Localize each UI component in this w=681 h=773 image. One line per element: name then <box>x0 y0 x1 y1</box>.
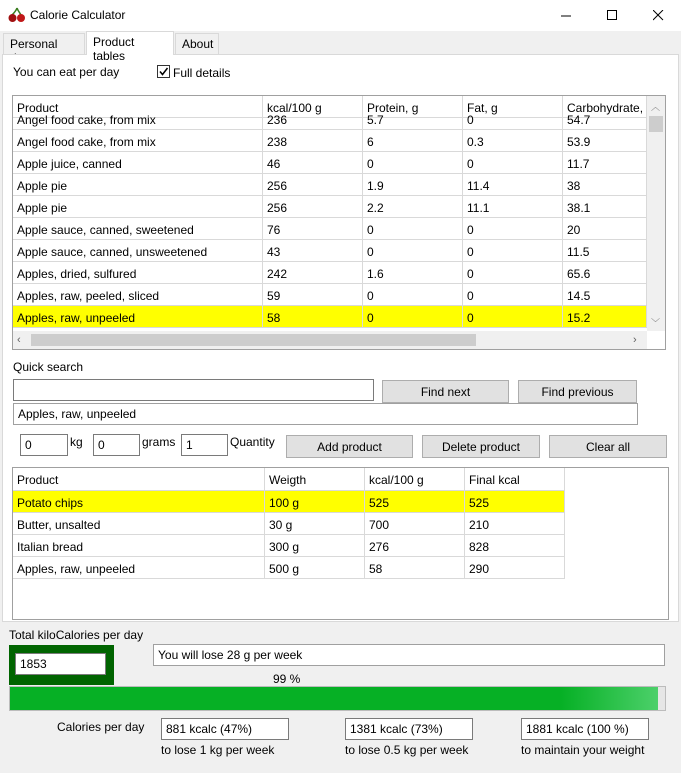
close-button[interactable] <box>635 0 681 31</box>
table-cell[interactable]: Apple juice, canned <box>13 152 263 174</box>
grams-label: grams <box>142 435 176 449</box>
tab-product-tables[interactable]: Product tables <box>86 31 174 55</box>
table-cell[interactable]: 11.5 <box>563 240 647 262</box>
column-header[interactable]: kcal/100 g <box>365 468 465 491</box>
minimize-icon <box>561 10 572 21</box>
calories-per-day-label: Calories per day <box>57 720 145 734</box>
table-cell[interactable]: 525 <box>365 491 465 513</box>
table-cell[interactable]: 20 <box>563 218 647 240</box>
add-product-button[interactable]: Add product <box>286 435 413 458</box>
table-cell[interactable]: 30 g <box>265 513 365 535</box>
scroll-up-icon[interactable]: ︿ <box>651 102 661 112</box>
table-cell[interactable]: 290 <box>465 557 565 579</box>
table-cell[interactable]: 828 <box>465 535 565 557</box>
scroll-left-icon[interactable]: ‹ <box>17 334 21 346</box>
table-cell[interactable]: Apple pie <box>13 196 263 218</box>
table-cell[interactable]: 1.6 <box>363 262 463 284</box>
column-header[interactable]: Protein, g <box>363 96 463 118</box>
table-cell[interactable]: Italian bread <box>13 535 265 557</box>
table-cell[interactable]: Apples, raw, peeled, sliced <box>13 284 263 306</box>
table-row[interactable] <box>13 284 647 306</box>
table-row[interactable] <box>13 152 647 174</box>
table-cell[interactable]: 0 <box>463 218 563 240</box>
total-kcal-value: 1853 <box>15 653 106 675</box>
table-cell[interactable]: 700 <box>365 513 465 535</box>
selected-product-field: Apples, raw, unpeeled <box>13 403 638 425</box>
table-cell[interactable]: 0 <box>363 152 463 174</box>
table-cell[interactable]: 76 <box>263 218 363 240</box>
table-row[interactable] <box>13 196 647 218</box>
progress-percent: 99 % <box>273 672 301 686</box>
table-cell[interactable]: 525 <box>465 491 565 513</box>
progress-fill <box>10 687 658 710</box>
selected-products-table <box>12 467 669 620</box>
products-table-body <box>13 113 647 332</box>
scroll-down-icon[interactable]: ﹀ <box>651 318 661 328</box>
table-cell[interactable]: 0 <box>363 284 463 306</box>
kg-label: kg <box>70 435 83 449</box>
table-cell[interactable]: Apple sauce, canned, unsweetened <box>13 240 263 262</box>
maximize-icon <box>607 10 618 21</box>
grams-input[interactable]: 0 <box>93 434 140 456</box>
lose-1kg-value: 881 kcalc (47%) <box>161 718 289 740</box>
column-header[interactable]: kcal/100 g <box>263 96 363 118</box>
table-cell[interactable]: Angel food cake, from mix <box>13 130 263 152</box>
table-row[interactable] <box>13 218 647 240</box>
window-title: Calorie Calculator <box>30 8 126 22</box>
table-row[interactable] <box>13 240 647 262</box>
quick-search-label: Quick search <box>13 360 84 374</box>
table-cell[interactable]: 236 <box>263 113 363 130</box>
tab-about[interactable]: About <box>175 33 219 54</box>
table-row[interactable] <box>13 113 647 130</box>
table-cell[interactable]: 43 <box>263 240 363 262</box>
table-cell[interactable]: 46 <box>263 152 363 174</box>
table-cell[interactable]: 0 <box>463 240 563 262</box>
table-cell[interactable]: 14.5 <box>563 284 647 306</box>
minimize-button[interactable] <box>543 0 589 31</box>
progress-bar <box>9 686 666 711</box>
table-cell[interactable]: 0 <box>363 240 463 262</box>
table-cell[interactable]: 0.3 <box>463 130 563 152</box>
table-cell[interactable]: 58 <box>365 557 465 579</box>
scroll-right-icon[interactable]: › <box>633 334 637 346</box>
table-row[interactable] <box>13 306 647 328</box>
total-kcal-label: Total kiloCalories per day <box>9 628 144 642</box>
delete-product-button[interactable]: Delete product <box>422 435 540 458</box>
table-cell[interactable]: Apples, raw, unpeeled <box>13 557 265 579</box>
clear-all-button[interactable]: Clear all <box>549 435 667 458</box>
title-bar <box>0 0 681 31</box>
horizontal-scrollbar[interactable] <box>13 331 647 349</box>
find-previous-button[interactable]: Find previous <box>518 380 637 403</box>
search-input[interactable] <box>13 379 374 401</box>
selected-table-body <box>13 491 565 601</box>
weight-change-message: You will lose 28 g per week <box>153 644 665 666</box>
table-row[interactable] <box>13 262 647 284</box>
table-cell[interactable]: 256 <box>263 196 363 218</box>
table-cell[interactable]: 11.7 <box>563 152 647 174</box>
column-header[interactable]: Fat, g <box>463 96 563 118</box>
column-header[interactable]: Product <box>13 468 265 491</box>
table-cell[interactable]: 5.7 <box>363 113 463 130</box>
table-cell[interactable]: 500 g <box>265 557 365 579</box>
column-header[interactable]: Final kcal <box>465 468 565 491</box>
table-cell[interactable]: 0 <box>463 113 563 130</box>
lose-half-kg-label: to lose 0.5 kg per week <box>345 743 469 757</box>
table-cell[interactable]: 6 <box>363 130 463 152</box>
can-eat-label: You can eat per day <box>13 65 120 79</box>
lose-half-kg-value: 1381 kcalc (73%) <box>345 718 473 740</box>
products-table <box>12 95 666 350</box>
table-cell[interactable]: 59 <box>263 284 363 306</box>
table-cell[interactable]: 0 <box>463 262 563 284</box>
table-cell[interactable]: 0 <box>463 284 563 306</box>
table-cell[interactable]: 256 <box>263 174 363 196</box>
scrollbar-thumb[interactable] <box>649 116 663 132</box>
table-cell[interactable]: 54.7 <box>563 113 647 130</box>
cherry-icon <box>8 7 26 23</box>
table-cell[interactable]: 11.1 <box>463 196 563 218</box>
table-cell[interactable]: 65.6 <box>563 262 647 284</box>
table-cell[interactable]: 38.1 <box>563 196 647 218</box>
maintain-weight-label: to maintain your weight <box>521 743 645 757</box>
table-cell[interactable]: 2.2 <box>363 196 463 218</box>
table-cell[interactable]: 276 <box>365 535 465 557</box>
table-row[interactable] <box>13 513 565 535</box>
table-cell[interactable]: 100 g <box>265 491 365 513</box>
scrollbar-thumb[interactable] <box>31 334 476 346</box>
table-cell[interactable]: Angel food cake, from mix <box>13 113 263 130</box>
table-row[interactable] <box>13 130 647 152</box>
table-cell[interactable]: 242 <box>263 262 363 284</box>
table-cell[interactable]: Apples, dried, sulfured <box>13 262 263 284</box>
full-details-checkbox[interactable] <box>157 65 170 78</box>
table-row[interactable] <box>13 491 565 513</box>
table-cell[interactable]: Apples, raw, unpeeled <box>13 306 263 328</box>
table-cell[interactable]: 1.9 <box>363 174 463 196</box>
tab-personal-data[interactable]: Personal <box>3 33 85 54</box>
column-header[interactable]: Weigth <box>265 468 365 491</box>
close-icon <box>653 10 664 21</box>
maximize-button[interactable] <box>589 0 635 31</box>
vertical-scrollbar[interactable] <box>647 96 665 331</box>
check-icon <box>158 66 169 77</box>
quantity-input[interactable]: 1 <box>181 434 228 456</box>
table-cell[interactable]: Butter, unsalted <box>13 513 265 535</box>
find-next-button[interactable]: Find next <box>382 380 509 403</box>
table-cell[interactable]: 210 <box>465 513 565 535</box>
column-header[interactable]: Product <box>13 96 263 118</box>
table-cell[interactable]: 58 <box>263 306 363 328</box>
column-header[interactable]: Carbohydrate, <box>563 96 647 118</box>
table-cell[interactable]: Apple sauce, canned, sweetened <box>13 218 263 240</box>
maintain-weight-value: 1881 kcalc (100 %) <box>521 718 649 740</box>
table-cell[interactable]: 238 <box>263 130 363 152</box>
lose-1kg-label: to lose 1 kg per week <box>161 743 275 757</box>
table-row[interactable] <box>13 535 565 557</box>
table-cell[interactable]: 0 <box>363 218 463 240</box>
table-cell[interactable]: 0 <box>463 152 563 174</box>
table-cell[interactable]: 38 <box>563 174 647 196</box>
table-cell[interactable]: 0 <box>463 306 563 328</box>
full-details-label: Full details <box>173 66 231 80</box>
table-cell[interactable]: 300 g <box>265 535 365 557</box>
table-row[interactable] <box>13 174 647 196</box>
table-row[interactable] <box>13 557 565 579</box>
total-kcal-box <box>9 645 114 685</box>
table-cell[interactable]: Apple pie <box>13 174 263 196</box>
kg-input[interactable]: 0 <box>20 434 68 456</box>
quantity-label: Quantity <box>230 435 275 449</box>
table-cell[interactable]: 0 <box>363 306 463 328</box>
table-cell[interactable]: 11.4 <box>463 174 563 196</box>
table-cell[interactable]: 53.9 <box>563 130 647 152</box>
table-cell[interactable]: 15.2 <box>563 306 647 328</box>
table-cell[interactable]: Potato chips <box>13 491 265 513</box>
